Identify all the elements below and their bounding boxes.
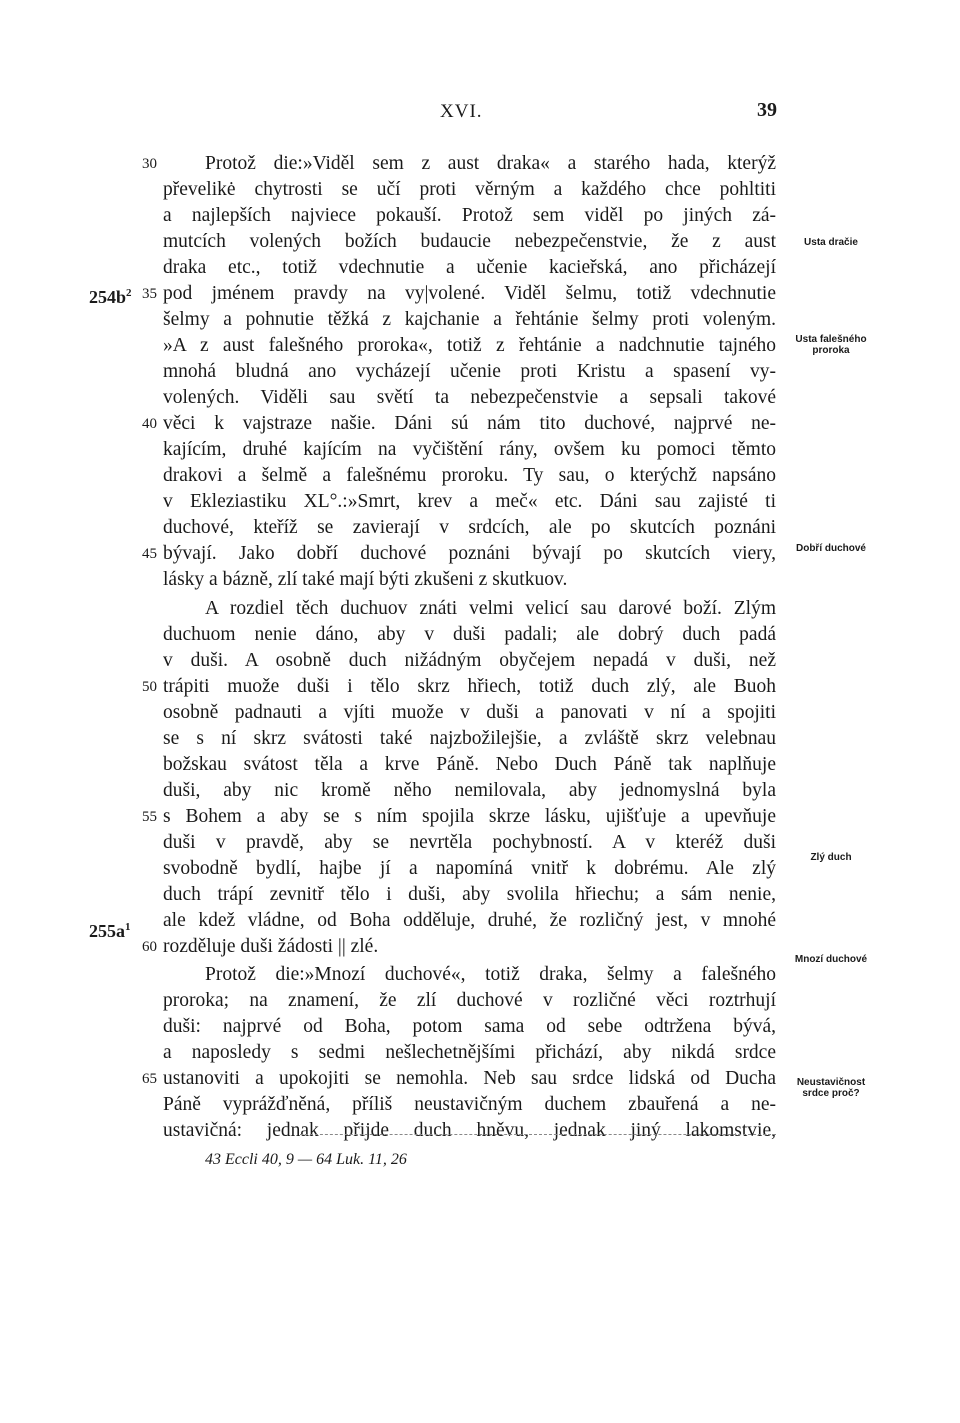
folio-sup: 2 bbox=[126, 287, 132, 299]
text-line: duši v pravdě, aby se nevrtěla pochybností. A v kteréž duši bbox=[163, 832, 776, 853]
text-line: proroka; na znamení, že zlí duchové v rozličné věci roztrhují bbox=[163, 990, 776, 1011]
text-line: božskau svátost těla a krve Páně. Nebo Duch Páně tak naplňuje bbox=[163, 754, 776, 775]
text-line: ustanoviti a upokojiti se nemohla. Neb sau srdce lidská od Ducha bbox=[163, 1068, 776, 1089]
line-number: 35 bbox=[142, 286, 157, 302]
text-line: a naposledy s sedmi nešlechetnějšími přichází, aby nikdá srdce bbox=[163, 1042, 776, 1063]
footnote-rule bbox=[300, 1134, 776, 1135]
text-line: svobodně bydlí, hajbe jí a napomíná vnitř k dobrému. Ale zlý bbox=[163, 858, 776, 879]
text-line: lásky a bázně, zlí také mají býti zkušeni z skutkuov. bbox=[163, 569, 568, 590]
line-number: 30 bbox=[142, 156, 157, 172]
text-line: v duši. A osobně duch nižádným obyčejem nepadá v duši, než bbox=[163, 650, 776, 671]
text-line: a najlepších najviece pokauší. Protož sem viděl po jiných zá- bbox=[163, 205, 776, 226]
text-line: »A z aust falešného proroka«, totiž z řehtánie a nadchnutie tajného bbox=[163, 335, 776, 356]
margin-note: Neustavičnost srdce proč? bbox=[796, 1077, 866, 1099]
text-line: osobně padnauti a vjíti muože v duši a panovati v ní a spojiti bbox=[163, 702, 776, 723]
text-line: v Ekleziastiku XL°.:»Smrt, krev a meč« etc. Dáni sau zajisté ti bbox=[163, 491, 776, 512]
folio-mark bbox=[89, 914, 131, 944]
folio-label: 254b bbox=[89, 287, 127, 307]
text-line: pod jménem pravdy na vy|volené. Viděl šelmu, totiž vdechnutie bbox=[163, 283, 776, 304]
line-number: 65 bbox=[142, 1071, 157, 1087]
folio-label: 255a bbox=[89, 921, 125, 941]
text-line: rozděluje duši žádosti || zlé. bbox=[163, 936, 379, 957]
text-line: bývají. Jako dobří duchové poznáni bývají po skutcích viery, bbox=[163, 543, 776, 564]
text-line: volených. Viděli sau světí ta nebezpečenstvie a sepsali takové bbox=[163, 387, 776, 408]
text-line: trápiti muože duši i tělo skrz hřiech, totiž duch zlý, ale Buoh bbox=[163, 676, 776, 697]
margin-note: Usta dračie bbox=[804, 237, 858, 248]
line-number: 60 bbox=[142, 939, 157, 955]
line-number: 55 bbox=[142, 809, 157, 825]
text-line: šelmy a pohnutie těžká z kajchanie a řehtánie šelmy proti voleným. bbox=[163, 309, 776, 330]
text-line: s Bohem a aby se s ním spojila skrze lásku, ujišťuje a upevňuje bbox=[163, 806, 776, 827]
page-number: 39 bbox=[757, 99, 777, 121]
running-head-chapter: XVI. bbox=[440, 101, 483, 122]
margin-note: Zlý duch bbox=[810, 852, 852, 863]
text-line: kajícím, druhé kajícím na vyčištění rány, ovšem ku pomoci těmto bbox=[163, 439, 776, 460]
margin-note: Usta falešného proroka bbox=[795, 334, 867, 356]
text-line: A rozdiel těch duchuov znáti velmi velicí sau darové boží. Zlým bbox=[205, 598, 776, 619]
text-line: věci k vajstraze našie. Dáni sú nám tito duchové, najprvé ne- bbox=[163, 413, 776, 434]
text-line: se s ní skrz svátosti také najzbožilejšie, a zvláště skrz velebnau bbox=[163, 728, 776, 749]
text-line: Páně vyprážďněná, příliš neustavičným duchem zbauřená a ne- bbox=[163, 1094, 776, 1115]
text-line: duši, aby nic kromě něho nemilovala, aby jednomyslná byla bbox=[163, 780, 776, 801]
text-line: převelikė chytrosti se učí proti věrným a každého chce pohltiti bbox=[163, 179, 776, 200]
text-line: draka etc., totiž vdechnutie a učenie kacieřská, ano přicházejí bbox=[163, 257, 776, 278]
text-line: ale kdež vládne, od Boha odděluje, druhé, že rozličný jest, v mnohé bbox=[163, 910, 776, 931]
text-line: duch trápí zevnitř tělo i duši, aby svolila hřiechu; a sám nenie, bbox=[163, 884, 776, 905]
text-line: duši: najprvé od Boha, potom sama od sebe odtržena bývá, bbox=[163, 1016, 776, 1037]
line-number: 45 bbox=[142, 546, 157, 562]
text-line: Protož die:»Viděl sem z aust draka« a starého hada, kterýž bbox=[205, 153, 776, 174]
line-number: 50 bbox=[142, 679, 157, 695]
text-line: Protož die:»Mnozí duchové«, totiž draka, šelmy a falešného bbox=[205, 964, 776, 985]
text-line: ustavičná: jednak přijde duch hněvu, jednak jiný lakomstvie, bbox=[163, 1120, 776, 1141]
margin-note: Dobří duchové bbox=[795, 543, 866, 554]
folio-sup: 1 bbox=[125, 921, 131, 933]
text-line: duchové, kteříž se zavierají v srdcích, ale po skutcích poznáni bbox=[163, 517, 776, 538]
text-line: mutcích volených božích budaucie nebezpečenstvie, že z aust bbox=[163, 231, 776, 252]
text-line: duchuom nenie dáno, aby v duši padali; ale dobrý duch padá bbox=[163, 624, 776, 645]
footnote: 43 Eccli 40, 9 — 64 Luk. 11, 26 bbox=[205, 1151, 407, 1168]
text-line: drakovi a šelmě a falešnému proroku. Ty sau, o kterýchž napsáno bbox=[163, 465, 776, 486]
line-number: 40 bbox=[142, 416, 157, 432]
margin-note: Mnozí duchové bbox=[794, 954, 868, 965]
folio-mark bbox=[89, 280, 132, 310]
text-line: mnohá bludná ano vycházejí učenie proti Kristu a spasení vy- bbox=[163, 361, 776, 382]
